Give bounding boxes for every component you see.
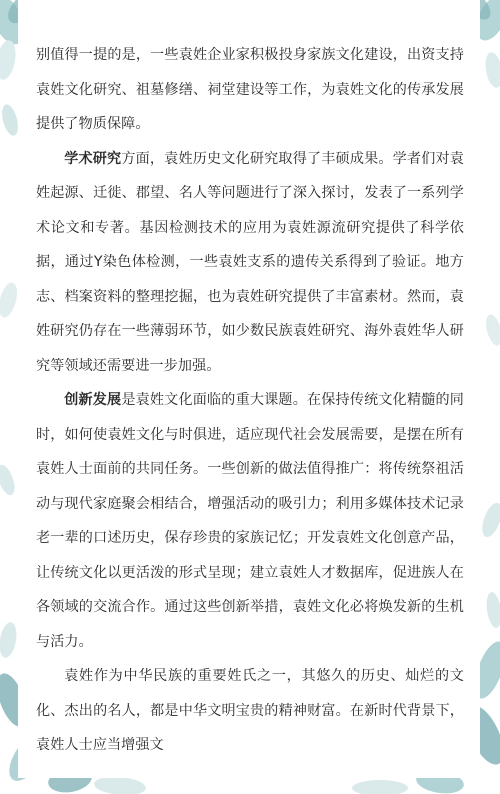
- innovation-heading: 创新发展: [64, 392, 122, 408]
- academic-research-heading: 学术研究: [64, 150, 122, 167]
- leaf-cluster-right-mid: [478, 313, 500, 540]
- innovation-text: 是袁姓文化面临的重大课题。在保持传统文化精髓的同时，如何使袁姓文化与时俱进，适应现代社会发展需要，是摆在所有袁姓人士面前的共同任务。一些创新的做法值得推广：将传统祭祖活动与现代家庭聚会相结合，增强活动的吸引力；利用多媒体技术记录老一辈的口述历史，保存珍贵的家族记忆；开发袁姓文化创意产品，让传统文化以更活泼的形式呈现；建立袁姓人才数据库，促进族人在各领域的交流合作。通过这些创新举措，袁姓文化必将焕发新的生机与活力。: [36, 392, 464, 650]
- document-body: [36, 38, 464, 763]
- paragraph-conclusion: 袁姓作为中华民族的重要姓氏之一，其悠久的历史、灿烂的文化、杰出的名人，都是中华文明宝贵的精神财富。在新时代背景下，袁姓人士应当增强文: [36, 668, 464, 753]
- paragraph-entrepreneurs: 别值得一提的是，一些袁姓企业家积极投身家族文化建设，出资支持袁姓文化研究、祖墓修缮、祠堂建设等工作，为袁姓文化的传承发展提供了物质保障。: [36, 47, 464, 132]
- paragraph-innovation: [36, 383, 464, 659]
- academic-research-text: 方面，袁姓历史文化研究取得了丰硕成果。学者们对袁姓起源、迁徙、郡望、名人等问题进行了深入探讨，发表了一系列学术论文和专著。基因检测技术的应用为袁姓源流研究提供了科学依据，通过Y染色体检测，一些袁姓支系的遗传关系得到了验证。地方志、档案资料的整理挖掘，也为袁姓研究提供了丰富素材。然而，袁姓研究仍存在一些薄弱环节，如少数民族袁姓研究、海外袁姓华人研究等领域还需要进一步加强。: [36, 150, 464, 374]
- paragraph-academic-research: [36, 142, 464, 384]
